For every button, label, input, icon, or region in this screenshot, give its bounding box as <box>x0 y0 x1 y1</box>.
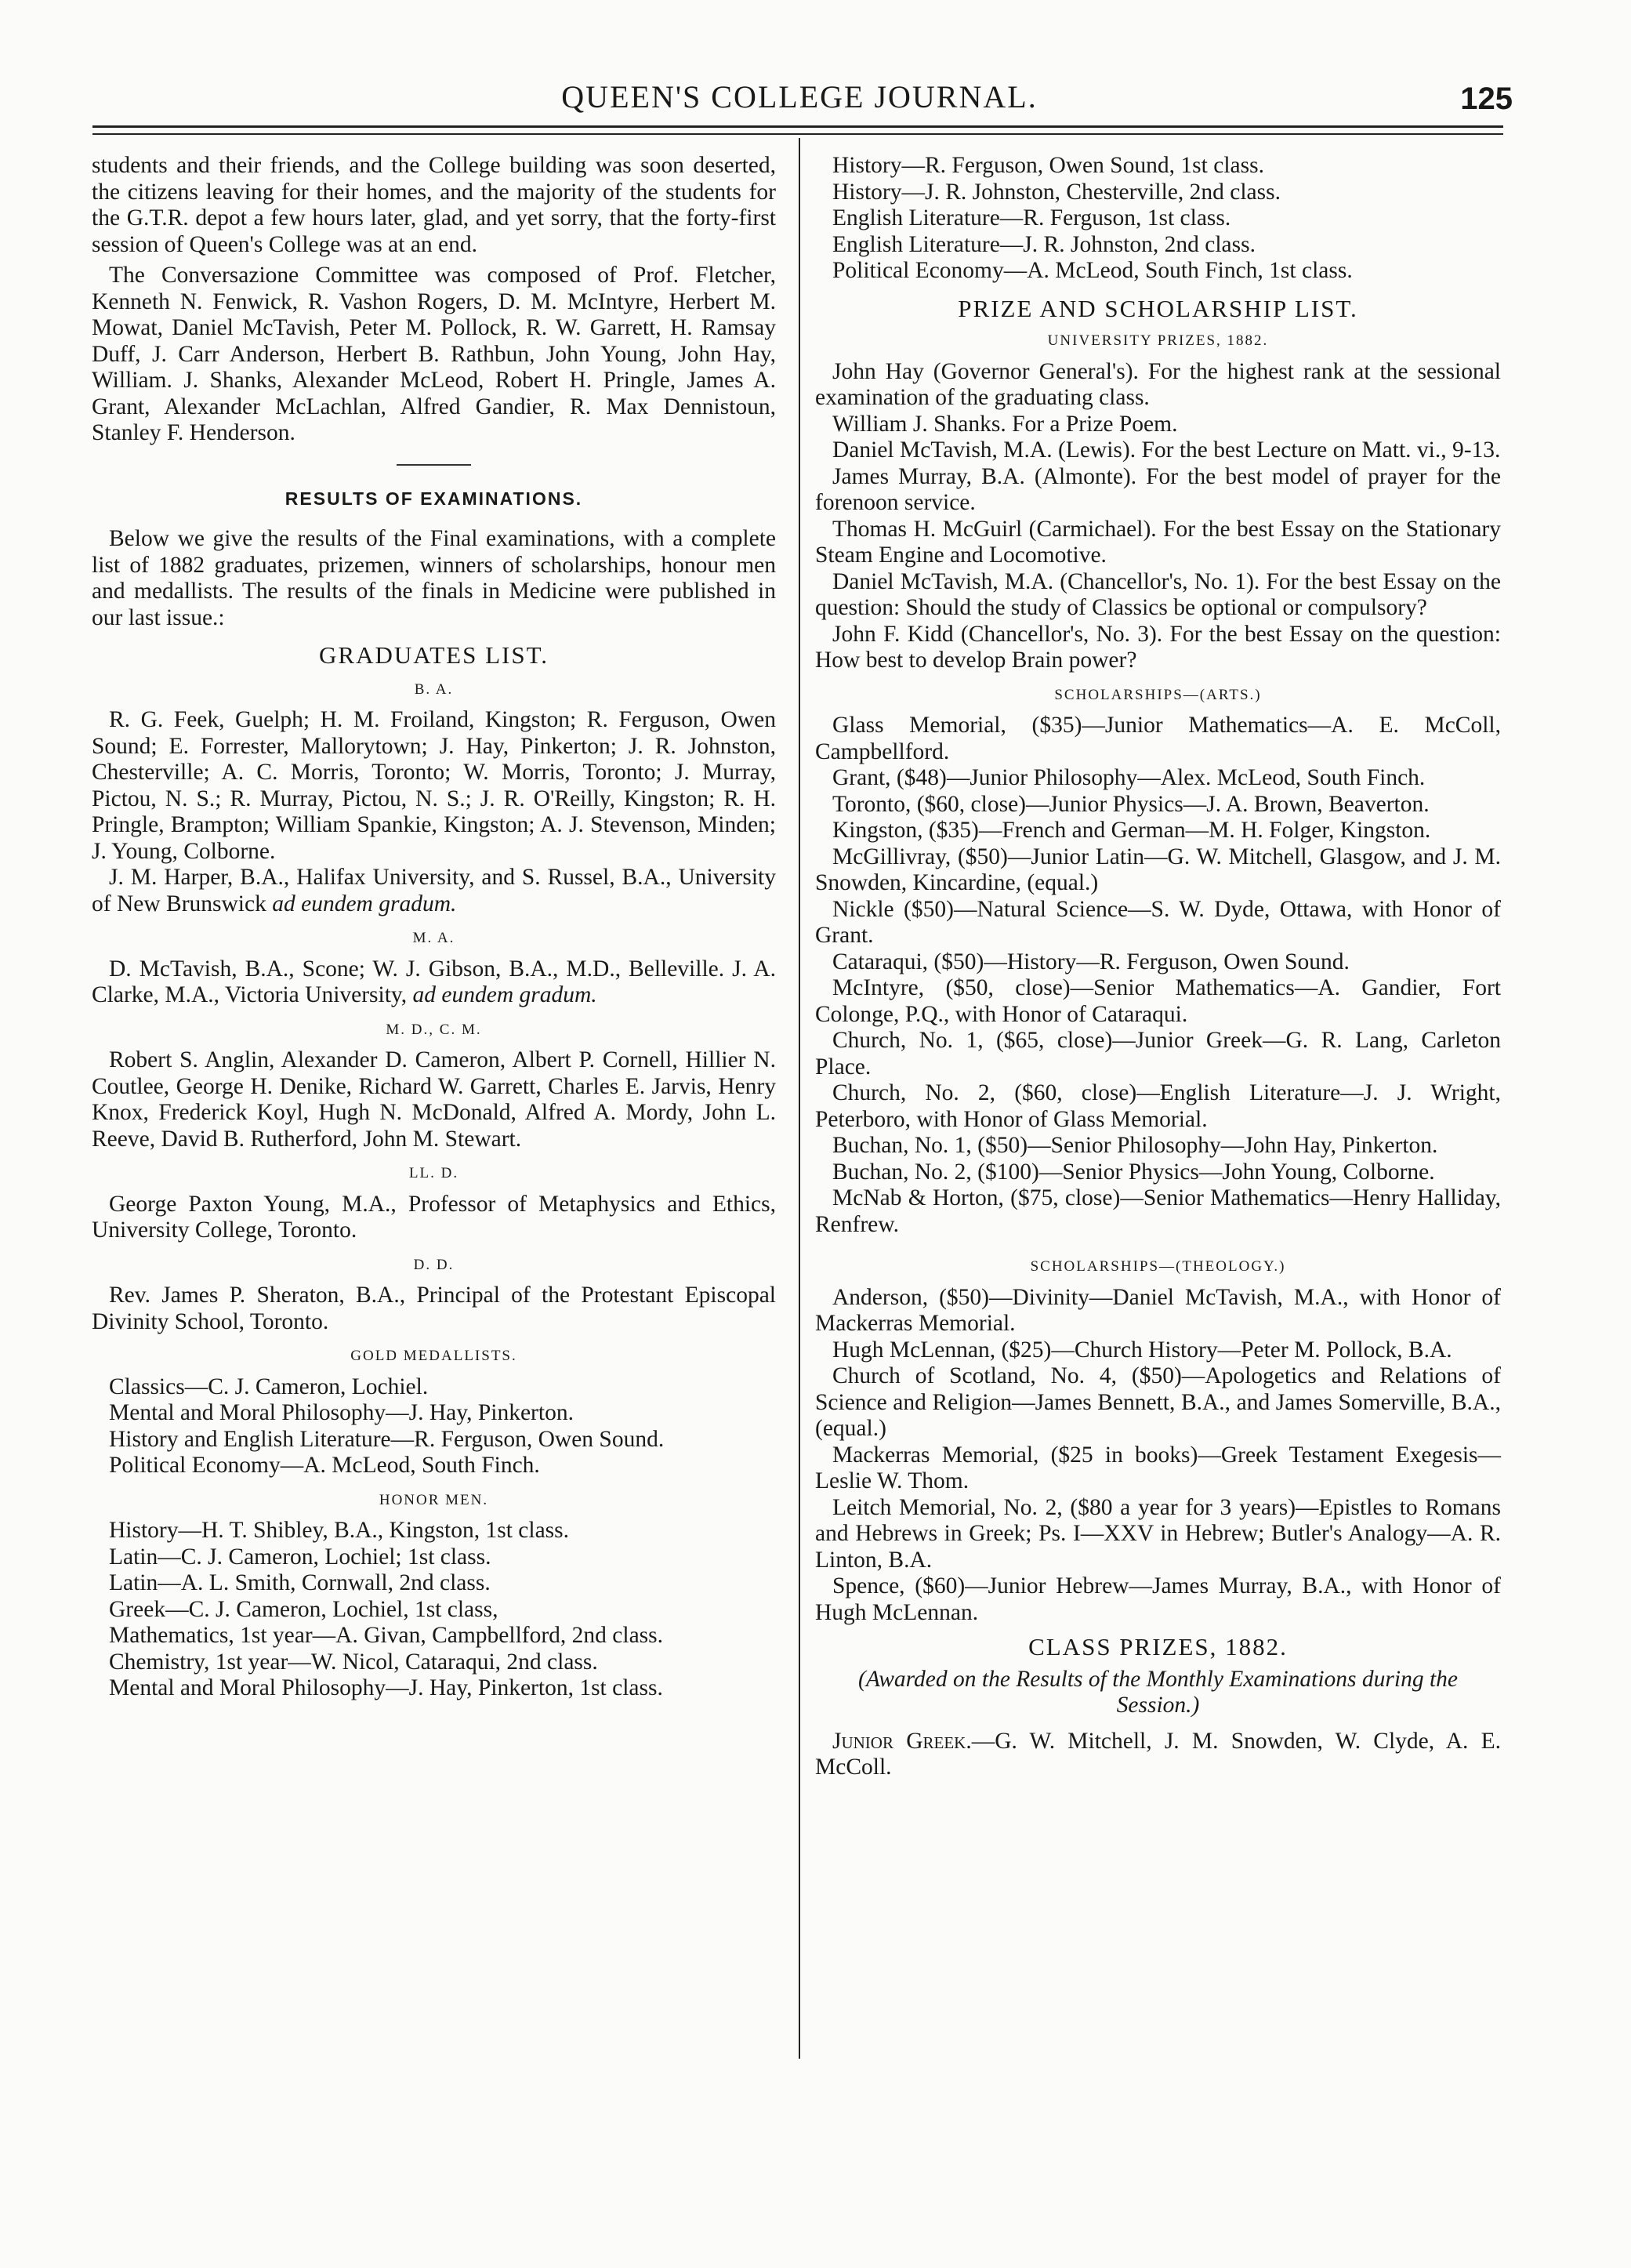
ma-eundem-text: ad eundem gradum. <box>412 982 597 1007</box>
results-intro: Below we give the results of the Final examinations, with a complete list of 1882 graduates, prizemen, winners of scholarships, honour men and medallists. The results of the finals in Medicine were published in our last issue.: <box>92 526 776 630</box>
theology-scholarships-heading: SCHOLARSHIPS—(THEOLOGY.) <box>1030 1258 1286 1275</box>
lld-heading: LL. D. <box>408 1165 459 1181</box>
page-number: 125 <box>1460 82 1513 116</box>
honor-item: History—H. T. Shibley, B.A., Kingston, 1st class. <box>109 1518 570 1543</box>
scholarship-item: Mackerras Memorial, ($25 in books)—Greek Testament Exegesis—Leslie W. Thom. <box>815 1442 1501 1493</box>
scholarship-item: Buchan, No. 2, ($100)—Senior Physics—John Young, Colborne. <box>832 1159 1435 1185</box>
honor-item: Chemistry, 1st year—W. Nicol, Cataraqui, 2nd class. <box>109 1649 598 1675</box>
lld-text: George Paxton Young, M.A., Professor of Metaphysics and Ethics, University College, Toronto. <box>92 1191 776 1243</box>
class-prizes-note: (Awarded on the Results of the Monthly Examinations during the Session.) <box>858 1666 1458 1718</box>
gold-medallists-heading: GOLD MEDALLISTS. <box>350 1348 517 1364</box>
running-header <box>94 78 1513 125</box>
prize-item: Daniel McTavish, M.A. (Chancellor's, No. 1). For the best Essay on the question: Should the study of Classics be optional or compulsory? <box>815 568 1501 620</box>
intro-paragraph: students and their friends, and the College building was soon deserted, the citizens leaving for their homes, and the majority of the students for the G.T.R. depot a few hours later, glad, and yet sorry, that the forty-first session of Queen's College was at an end. <box>92 153 776 257</box>
scholarship-item: Hugh McLennan, ($25)—Church History—Peter M. Pollock, B.A. <box>832 1337 1452 1363</box>
dd-heading: D. D. <box>413 1256 455 1273</box>
honor-item: Mathematics, 1st year—A. Givan, Campbellford, 2nd class. <box>109 1623 664 1648</box>
scholarship-item: Nickle ($50)—Natural Science—S. W. Dyde, Ottawa, with Honor of Grant. <box>815 896 1501 948</box>
ba-heading: B. A. <box>414 680 454 698</box>
scholarship-item: Glass Memorial, ($35)—Junior Mathematics—A. E. McColl, Campbellford. <box>815 713 1501 764</box>
header-rule-bottom <box>92 133 1503 135</box>
header-rule-top <box>92 125 1503 128</box>
md-list: Robert S. Anglin, Alexander D. Cameron, Albert P. Cornell, Hillier N. Coutlee, George H. Denike, Richard W. Garrett, Charles E. Jarvis, Henry Knox, Frederick Koyl, Hugh N. McDonald, Alfred A. Mordy, John L. Reeve, David B. Rutherford, John M. Stewart. <box>92 1047 776 1152</box>
honor-item: Latin—C. J. Cameron, Lochiel; 1st class. <box>109 1544 491 1569</box>
gold-item: History and English Literature—R. Ferguson, Owen Sound. <box>109 1426 665 1452</box>
ba-eundem <box>92 865 776 917</box>
graduates-heading: GRADUATES LIST. <box>319 641 549 669</box>
scholarship-item: McIntyre, ($50, close)—Senior Mathematics—A. Gandier, Fort Colonge, P.Q., with Honor of Cataraqui. <box>815 975 1501 1027</box>
scholarship-item: Grant, ($48)—Junior Philosophy—Alex. McLeod, South Finch. <box>832 765 1426 790</box>
ma-list <box>92 956 776 1009</box>
ba-eundem-text: J. M. Harper, B.A., Halifax University, and S. Russel, B.A., University of New Brunswick <box>92 865 776 916</box>
ad-eundem-text: ad eundem gradum. <box>272 891 457 916</box>
gold-item: Political Economy—A. McLeod, South Finch. <box>109 1453 540 1478</box>
prize-item: James Murray, B.A. (Almonte). For the best model of prayer for the forenoon service. <box>815 463 1501 515</box>
honor-men-heading: HONOR MEN. <box>379 1491 489 1508</box>
journal-title: QUEEN'S COLLEGE JOURNAL. <box>561 79 1038 114</box>
prize-item: William J. Shanks. For a Prize Poem. <box>832 411 1178 437</box>
scholarship-item: Church of Scotland, No. 4, ($50)—Apologetics and Relations of Science and Religion—James Bennett, B.A., and James Somerville, B.A., (equal.) <box>815 1363 1501 1441</box>
right-column <box>815 153 1501 1781</box>
gold-item: Classics—C. J. Cameron, Lochiel. <box>109 1374 429 1399</box>
results-heading: RESULTS OF EXAMINATIONS. <box>285 488 583 509</box>
honor-item: English Literature—R. Ferguson, 1st class. <box>832 205 1231 230</box>
class-prizes-heading: CLASS PRIZES, 1882. <box>1028 1633 1288 1660</box>
honor-item: Greek—C. J. Cameron, Lochiel, 1st class, <box>109 1596 498 1622</box>
scholarship-item: McGillivray, ($50)—Junior Latin—G. W. Mitchell, Glasgow, and J. M. Snowden, Kincardine, (equal.) <box>815 844 1501 895</box>
scholarship-item: Church, No. 2, ($60, close)—English Literature—J. J. Wright, Peterboro, with Honor of Glass Memorial. <box>815 1080 1501 1132</box>
prize-item: John Hay (Governor General's). For the highest rank at the sessional examination of the graduating class. <box>815 358 1501 410</box>
prize-item: Daniel McTavish, M.A. (Lewis). For the best Lecture on Matt. vi., 9-13. <box>832 437 1501 463</box>
honor-item: History—J. R. Johnston, Chesterville, 2nd class. <box>832 179 1281 205</box>
section-divider <box>397 464 471 466</box>
prize-scholarship-heading: PRIZE AND SCHOLARSHIP LIST. <box>958 294 1358 322</box>
scholarship-item: Church, No. 1, ($65, close)—Junior Greek—G. R. Lang, Carleton Place. <box>815 1028 1501 1080</box>
scholarship-item: Buchan, No. 1, ($50)—Senior Philosophy—John Hay, Pinkerton. <box>832 1133 1438 1158</box>
column-divider <box>799 138 800 2059</box>
honor-item: Political Economy—A. McLeod, South Finch, 1st class. <box>832 258 1353 283</box>
junior-greek-entry <box>815 1729 1501 1781</box>
scholarship-item: Toronto, ($60, close)—Junior Physics—J. A. Brown, Beaverton. <box>832 791 1430 817</box>
junior-greek-text: —G. W. Mitchell, J. M. Snowden, W. Clyde, A. E. McColl. <box>815 1728 1502 1780</box>
university-prizes-heading: UNIVERSITY PRIZES, 1882. <box>1047 332 1269 349</box>
honor-item: History—R. Ferguson, Owen Sound, 1st class. <box>832 153 1264 178</box>
scholarship-item: Leitch Memorial, No. 2, ($80 a year for 3 years)—Epistles to Romans and Hebrews in Greek; Ps. I—XXV in Hebrew; Butler's Analogy—A. R. Linton, B.A. <box>815 1494 1501 1573</box>
dd-text: Rev. James P. Sheraton, B.A., Principal of the Protestant Episcopal Divinity School, Toronto. <box>92 1283 776 1334</box>
scholarship-item: Anderson, ($50)—Divinity—Daniel McTavish, M.A., with Honor of Mackerras Memorial. <box>815 1284 1501 1336</box>
ma-heading: M. A. <box>412 930 455 946</box>
committee-paragraph: The Conversazione Committee was composed of Prof. Fletcher, Kenneth N. Fenwick, R. Vashon Rogers, D. M. McIntyre, Herbert M. Mowat, Daniel McTavish, Peter M. Pollock, R. W. Garrett, H. Ramsay Duff, J. Carr Anderson, Herbert B. Rathbun, John Young, John Hay, William. J. Shanks, Alexander McLeod, Robert H. Pringle, James A. Grant, Alexander McLachlan, Alfred Gandier, R. Max Dennistoun, Stanley F. Henderson. <box>92 263 776 445</box>
scholarship-item: Cataraqui, ($50)—History—R. Ferguson, Owen Sound. <box>832 949 1350 974</box>
ma-list-text: D. McTavish, B.A., Scone; W. J. Gibson, B.A., M.D., Belleville. J. A. Clarke, M.A., Victoria University, <box>92 956 776 1007</box>
scholarship-item: Spence, ($60)—Junior Hebrew—James Murray, B.A., with Honor of Hugh McLennan. <box>815 1573 1501 1625</box>
scholarship-item: Kingston, ($35)—French and German—M. H. Folger, Kingston. <box>832 818 1431 843</box>
prize-item: Thomas H. McGuirl (Carmichael). For the best Essay on the Stationary Steam Engine and Locomotive. <box>815 516 1501 568</box>
left-column <box>92 153 776 1702</box>
junior-greek-label: Junior Greek. <box>832 1728 972 1754</box>
arts-scholarships-heading: SCHOLARSHIPS—(ARTS.) <box>1054 686 1262 703</box>
scholarship-item: McNab & Horton, ($75, close)—Senior Mathematics—Henry Halliday, Renfrew. <box>815 1185 1501 1237</box>
gold-item: Mental and Moral Philosophy—J. Hay, Pinkerton. <box>109 1400 574 1425</box>
honor-item: English Literature—J. R. Johnston, 2nd class. <box>832 231 1256 257</box>
md-heading: M. D., C. M. <box>386 1021 482 1038</box>
honor-item: Latin—A. L. Smith, Cornwall, 2nd class. <box>109 1570 491 1595</box>
prize-item: John F. Kidd (Chancellor's, No. 3). For the best Essay on the question: How best to develop Brain power? <box>815 621 1501 673</box>
honor-item: Mental and Moral Philosophy—J. Hay, Pinkerton, 1st class. <box>109 1675 663 1700</box>
ba-list: R. G. Feek, Guelph; H. M. Froiland, Kingston; R. Ferguson, Owen Sound; E. Forrester, Mallorytown; J. Hay, Pinkerton; J. R. Johnston, Chesterville; A. C. Morris, Toronto; W. Morris, Toronto; J. Murray, Pictou, N. S.; R. Murray, Pictou, N. S.; J. R. O'Reilly, Kingston; R. H. Pringle, Brampton; William Spankie, Kingston; A. J. Stevenson, Minden; J. Young, Colborne. <box>92 707 776 864</box>
